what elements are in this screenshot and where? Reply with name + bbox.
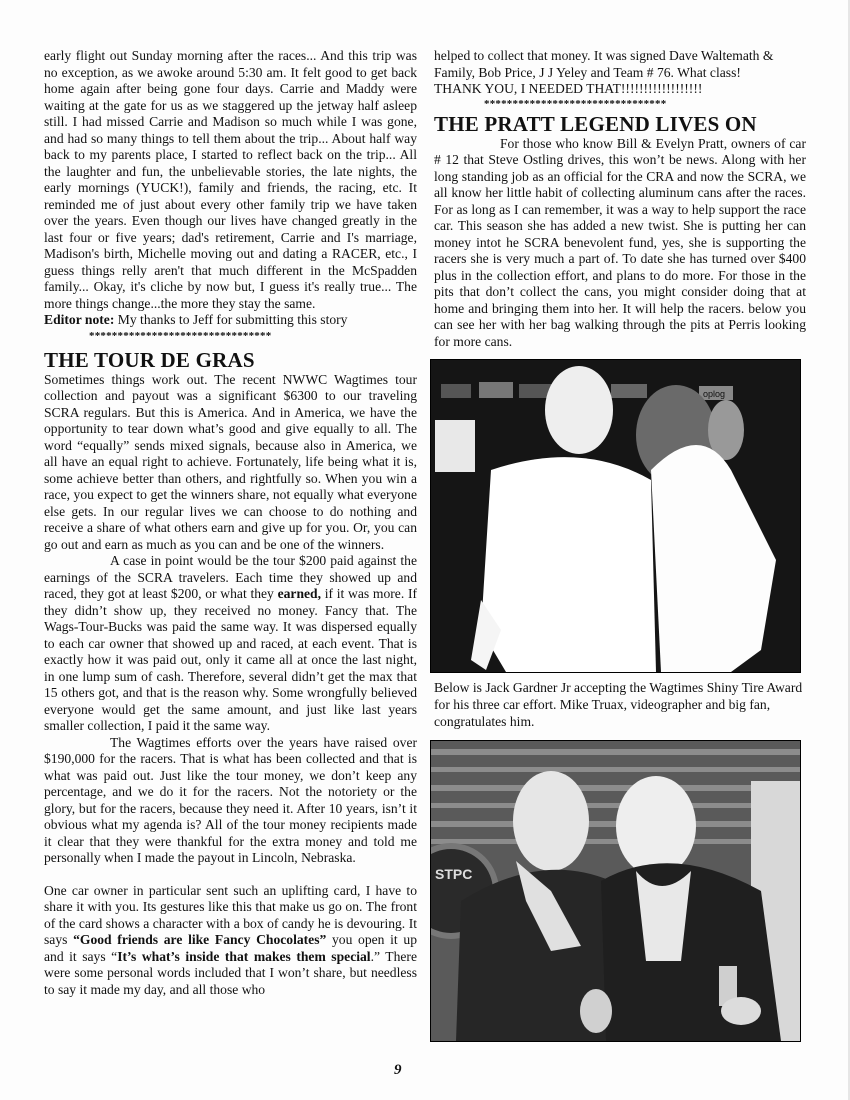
photo-evelyn-pratt-image <box>431 360 800 672</box>
tour-paragraph-3: The Wagtimes efforts over the years have raised over $190,000 for the racers. That is what has been collected and that is what was paid out. Just like the tour money, we don’t keep any percentage, and we do it for the racers. Not the notoriety or the glory, but for the racers, because they need it. After 10 years, isn’t it obvious what my agenda is? All of the tour money recipients made it clear that they were thankful for the extra money and told me personally when I made the payout in Lincoln, Nebraska. <box>44 734 417 865</box>
tour-p2-text-b: if it was more. If they didn’t show up, they received no money. Fancy that. The Wags-Tour-Bucks was paid the same way. It was dispersed equally to each car owner that showed up and raced, at each event. That is exactly how it was paid out, only it came all at once the last night, in one lump sum of cash. Therefore, several didn’t get the max that 15 others got, and that is the reason why. Some wrongfully believed everyone would get the same amount, and just like last years smaller collection, I paid it the same way. <box>44 586 417 733</box>
left-column <box>44 48 417 998</box>
pratt-legend-headline: THE PRATT LEGEND LIVES ON <box>434 111 757 136</box>
paragraph-gap <box>44 867 417 883</box>
thank-you-line: THANK YOU, I NEEDED THAT!!!!!!!!!!!!!!!!!! <box>434 81 703 96</box>
page-number: 9 <box>394 1062 402 1078</box>
pratt-paragraph: For those who know Bill & Evelyn Pratt, owners of car # 12 that Steve Ostling drives, this won’t be news. Along with her long standing job as an official for the CRA and now the SCRA, we all know her little habit of collecting aluminum cans after the races. For as long as I can remember, it was a way to help support the race car. This season she has added a new twist. She is putting her can money intot he SCRA benevolent fund, yes, she is supporting the racers she is very much a part of. To date she has turned over $400 plus in the collection effort, and plans to do more. For those in the pits that don’t collect the cans, you might consider doing that at home and bringing them into her. It will help the racers. below you can see her with her bag walking through the pits at Perris looking for more cans. <box>434 135 806 349</box>
tour-article-continuation: helped to collect that money. It was signed Dave Waltemath & Family, Bob Price, J J Yeley and Team # 76. What class! <box>434 48 774 80</box>
section-separator: ******************************** <box>89 329 272 342</box>
card-quote-front: “Good friends are like Fancy Chocolates” <box>73 932 327 947</box>
photo-evelyn-pratt-pits <box>430 359 801 673</box>
section-separator: ******************************** <box>484 97 667 110</box>
tour-p4-text-b: you open it up and it says “ <box>44 932 417 964</box>
svg-text:STPC: STPC <box>435 866 473 882</box>
tour-de-gras-headline: THE TOUR DE GRAS <box>44 347 255 372</box>
tour-paragraph-4 <box>44 883 417 999</box>
tour-p2-text-a: A case in point would be the tour $200 paid against the earnings of the SCRA travelers. Each time they showed up and raced, they got at least $200, or what they <box>44 553 417 601</box>
svg-text:oplog: oplog <box>703 389 726 399</box>
photo-gardner-truax-image <box>431 741 800 1041</box>
family-trip-story-ending: early flight out Sunday morning after the races... And this trip was no exception, as we awoke around 5:30 am. It felt good to get back home again after being gone four days. Carrie and Maddy were waiting at the gate for us as we staggered up the jetway half asleep still. I had missed Carrie and Madison so much while I was gone, and had so many things to tell them about the trip... About half way back to my parents place, I started to reflect back on the trip... All the laughter and fun, the unbelievable stories, the late nights, the early mornings (YUCK!), family and friends, the racing, etc. It reminded me of just about every other family trip we have taken over the years. Even though our lives have changed greatly in the last four or five years; dad's retirement, Carrie and I's marriage, Madison's birth, Michelle moving out and dating a RACER, etc., I guess things relly aren't that much different in the McSpadden family... Okay, it's cliche by now but, I guess it's really true... The more things change...the more they stay the same. <box>44 48 417 311</box>
photo2-caption: Below is Jack Gardner Jr accepting the Wagtimes Shiny Tire Award for his three car effort. Mike Truax, videographer and big fan, congratulates him. <box>434 680 803 729</box>
tour-p4-text-c: .” There were some personal words included that I won’t share, but needless to say it made my day, and all those who <box>44 948 417 997</box>
editor-note-text: My thanks to Jeff for submitting this story <box>114 312 348 327</box>
tour-p2-bold-earned: earned, <box>277 586 321 601</box>
editor-note <box>44 312 417 329</box>
tour-p4-text-a: One car owner in particular sent such an uplifting card, I have to share it with you. Its gestures like this that make us go on. The front of the card shows a character with a box of candy he is devouring. It says <box>44 882 417 947</box>
editor-note-label: Editor note: <box>44 312 115 327</box>
tour-paragraph-2 <box>44 553 417 735</box>
photo-jack-gardner-mike-truax <box>430 740 801 1042</box>
card-quote-inside: It’s what’s inside that makes them special <box>117 948 371 964</box>
tour-paragraph-1: Sometimes things work out. The recent NWWC Wagtimes tour collection and payout was a significant $6300 to our traveling SCRA regulars. But this is America. And in America, we have the opportunity to tear down what’s good and give equally to all. The word “equally” sends mixed signals, because also in America, we all have an equal right to achieve. Fortunately, life being what it is, some achieve better than others, and rightfully so. When you win a race, you expect to get the winners share, not equally what everyone else gets. In our regular lives we can choose to do nothing and receive a share of what others earn and give up for you. Or, you can go out and earn as much as you can and be one of the winners. <box>44 371 417 552</box>
right-column <box>434 48 806 1042</box>
